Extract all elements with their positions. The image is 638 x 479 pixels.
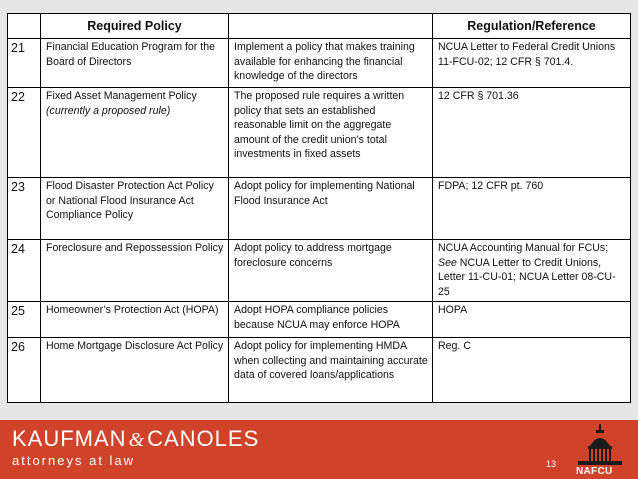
row-description: Adopt policy for implementing National Flood Insurance Act [229, 178, 433, 240]
row-reference-text: NCUA Accounting Manual for FCUs; [438, 242, 609, 254]
row-description: The proposed rule requires a written policy that sets an established reasonable limit on the aggregate amount of the credit union’s total investments in fixed assets [229, 88, 433, 178]
header-number [8, 14, 41, 39]
row-number: 21 [8, 39, 41, 88]
policy-table [7, 13, 631, 403]
row-policy [41, 88, 229, 178]
row-policy: Financial Education Program for the Board of Directors [41, 39, 229, 88]
row-description: Adopt policy to address mortgage foreclosure concerns [229, 240, 433, 302]
policy-table-container [7, 13, 630, 403]
row-reference: FDPA; 12 CFR pt. 760 [433, 178, 631, 240]
logo-right: CANOLES [147, 426, 260, 451]
row-reference [433, 240, 631, 302]
row-policy: Homeowner’s Protection Act (HOPA) [41, 302, 229, 338]
row-reference: Reg. C [433, 338, 631, 403]
table-row [8, 178, 631, 240]
table-row [8, 338, 631, 403]
row-reference-text: NCUA Letter to Credit Unions, Letter 11-CU-01; NCUA Letter 08-CU-25 [438, 256, 616, 298]
logo-left: KAUFMAN [12, 426, 127, 451]
nafcu-label: NAFCU [576, 466, 613, 477]
row-number: 23 [8, 178, 41, 240]
row-policy: Flood Disaster Protection Act Policy or National Flood Insurance Act Compliance Policy [41, 178, 229, 240]
row-description: Adopt policy for implementing HMDA when collecting and maintaining accurate data of covered loans/applications [229, 338, 433, 403]
header-regulation-reference: Regulation/Reference [433, 14, 631, 39]
row-reference: 12 CFR § 701.36 [433, 88, 631, 178]
table-row [8, 88, 631, 178]
header-required-policy: Required Policy [41, 14, 229, 39]
table-row [8, 39, 631, 88]
logo-tagline: attorneys at law [12, 453, 136, 468]
row-number: 26 [8, 338, 41, 403]
row-reference: NCUA Letter to Federal Credit Unions 11-FCU-02; 12 CFR § 701.4. [433, 39, 631, 88]
kaufman-canoles-logo [12, 427, 259, 468]
row-number: 25 [8, 302, 41, 338]
row-reference: HOPA [433, 302, 631, 338]
logo-wordmark [12, 427, 259, 452]
table-row [8, 240, 631, 302]
row-number: 24 [8, 240, 41, 302]
row-policy-text: Fixed Asset Management Policy [46, 90, 197, 102]
table-row [8, 302, 631, 338]
row-policy: Home Mortgage Disclosure Act Policy [41, 338, 229, 403]
row-description: Implement a policy that makes training available for enhancing the financial knowledge of the directors [229, 39, 433, 88]
row-policy-note: (currently a proposed rule) [46, 104, 171, 117]
row-reference-see: See [438, 256, 457, 269]
row-number: 22 [8, 88, 41, 178]
row-description: Adopt HOPA compliance policies because NCUA may enforce HOPA [229, 302, 433, 338]
table-header-row [8, 14, 631, 39]
header-description [229, 14, 433, 39]
row-policy: Foreclosure and Repossession Policy [41, 240, 229, 302]
page-number: 13 [546, 459, 557, 469]
logo-ampersand: & [128, 429, 146, 451]
